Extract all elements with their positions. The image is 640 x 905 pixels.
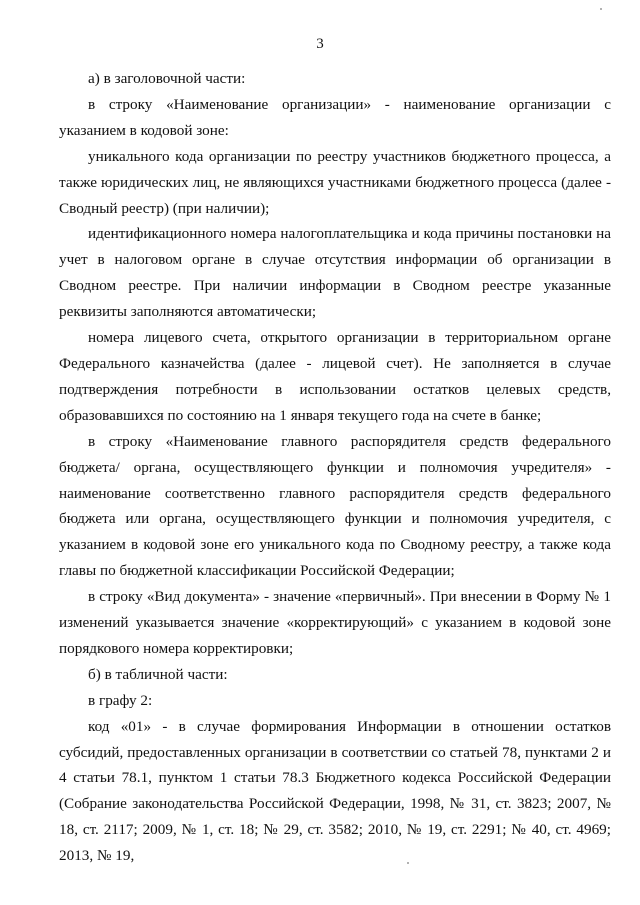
paragraph-account-number: номера лицевого счета, открытого организации в территориальном органе Федерального казначейства (далее - лицевой счет). Не заполняется в случае подтверждения потребности в использовании остатков целевых средств, образовавшихся по состоянию на 1 января текущего года на счете в банке; bbox=[59, 329, 611, 424]
paragraph-code-01: код «01» - в случае формирования Информации в отношении остатков субсидий, предоставленных организации в соответствии со статьей 78, пунктами 2 и 4 статьи 78.1, пунктом 1 статьи 78.3 Бюджетного кодекса Российской Федерации (Собрание законодательства Российской Федерации, 1998, № 31, ст. 3823; 2007, № 18, ст. 2117; 2009, № 1, ст. 18; № 29, ст. 3582; 2010, № 19, ст. 2291; № 40, ст. 4969; 2013, № 19, bbox=[59, 717, 611, 865]
scan-artifact bbox=[407, 862, 409, 864]
paragraph-organization-name: в строку «Наименование организации» - наименование организации с указанием в кодовой зоне: bbox=[59, 95, 611, 139]
paragraph-tax-id: идентификационного номера налогоплательщика и кода причины постановки на учет в налоговом органе в случае отсутствия информации об организации в Сводном реестре. При наличии информации в Сводном реестре указанные реквизиты заполняются автоматически; bbox=[59, 225, 611, 321]
paragraph-header-section: а) в заголовочной части: bbox=[88, 70, 246, 87]
paragraph-document-type: в строку «Вид документа» - значение «первичный». При внесении в Форму № 1 изменений указывается значение «корректирующий» с указанием в кодовой зоне порядкового номера корректировки; bbox=[59, 588, 611, 657]
scan-artifact bbox=[600, 8, 602, 10]
paragraph-column-2: в графу 2: bbox=[88, 691, 153, 709]
paragraph-unique-code: уникального кода организации по реестру участников бюджетного процесса, а также юридических лиц, не являющихся участниками бюджетного процесса (далее - Сводный реестр) (при наличии); bbox=[59, 147, 611, 217]
paragraph-table-section: б) в табличной части: bbox=[88, 665, 228, 683]
paragraph-budget-manager: в строку «Наименование главного распорядителя средств федерального бюджета/ органа, осуществляющего функции и полномочия учредителя» - наименование соответственно главного распорядителя средств федерального бюджета или органа, осуществляющего функции и полномочия учредителя, с указанием в кодовой зоне его уникального кода по Сводному реестру, а также кода главы по бюджетной классификации Российской Федерации; bbox=[59, 432, 611, 580]
page-number: 3 bbox=[316, 36, 324, 52]
document-body bbox=[59, 66, 611, 869]
